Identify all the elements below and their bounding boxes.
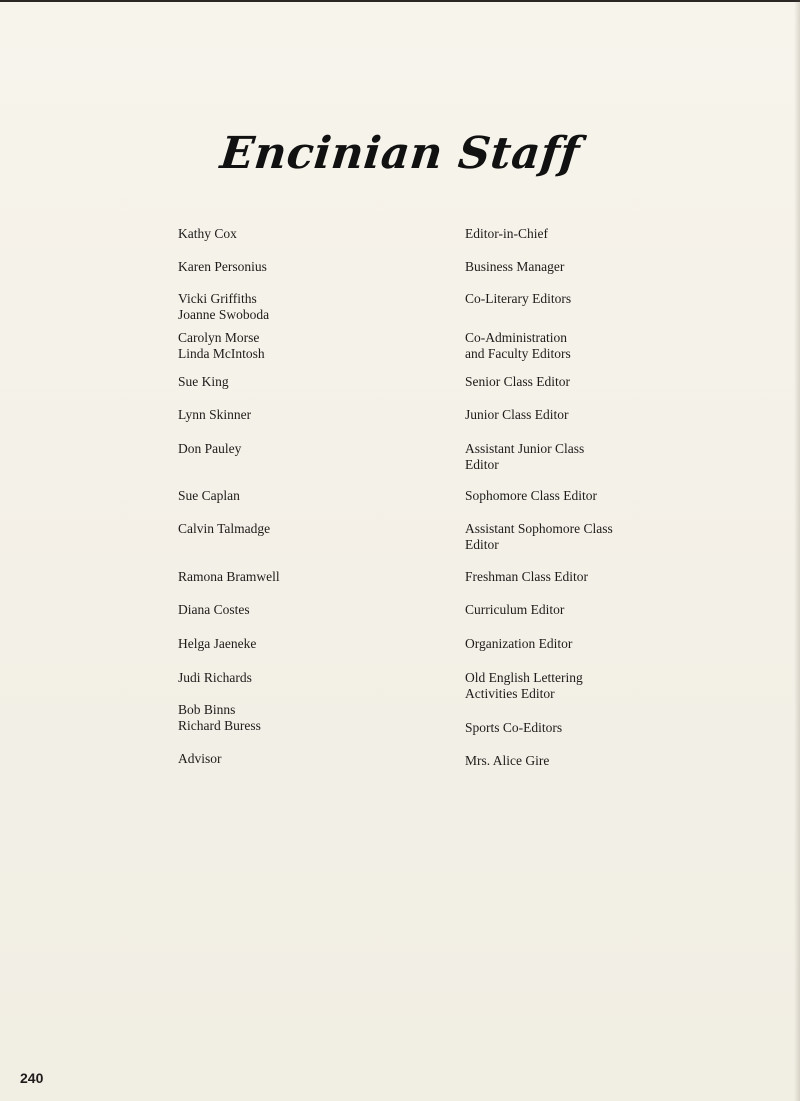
staff-name: Bob Binns Richard Buress — [178, 702, 261, 733]
staff-name: Lynn Skinner — [178, 407, 252, 422]
staff-role: Business Manager — [465, 259, 565, 274]
staff-role: Co-Administration and Faculty Editors — [465, 330, 571, 361]
staff-role: Senior Class Editor — [465, 374, 570, 389]
staff-role: Sports Co-Editors — [465, 720, 563, 735]
staff-name: Karen Personius — [178, 259, 267, 274]
staff-name: Sue Caplan — [178, 488, 240, 503]
staff-name: Vicki Griffiths Joanne Swoboda — [178, 291, 270, 322]
staff-role: Editor-in-Chief — [465, 226, 548, 241]
staff-name: Ramona Bramwell — [178, 569, 280, 584]
staff-name: Judi Richards — [178, 670, 252, 685]
staff-name: Helga Jaeneke — [178, 636, 257, 651]
staff-role: Sophomore Class Editor — [465, 488, 597, 503]
staff-role: Old English Lettering Activities Editor — [465, 670, 583, 701]
staff-role: Junior Class Editor — [465, 407, 569, 422]
staff-role: Co-Literary Editors — [465, 291, 572, 306]
staff-name: Advisor — [178, 751, 222, 766]
staff-role: Mrs. Alice Gire — [465, 753, 550, 768]
staff-name: Sue King — [178, 374, 229, 389]
staff-role: Assistant Junior Class Editor — [465, 441, 585, 472]
staff-name: Calvin Talmadge — [178, 521, 271, 536]
staff-name: Kathy Cox — [178, 226, 237, 241]
staff-role: Freshman Class Editor — [465, 569, 588, 584]
staff-name: Diana Costes — [178, 602, 250, 617]
page-number: 240 — [20, 1070, 44, 1086]
staff-role: Assistant Sophomore Class Editor — [465, 521, 613, 552]
page-title: Encinian Staff — [217, 128, 583, 179]
staff-name: Carolyn Morse Linda McIntosh — [178, 330, 265, 361]
staff-name: Don Pauley — [178, 441, 242, 456]
staff-role: Organization Editor — [465, 636, 573, 651]
staff-role: Curriculum Editor — [465, 602, 565, 617]
